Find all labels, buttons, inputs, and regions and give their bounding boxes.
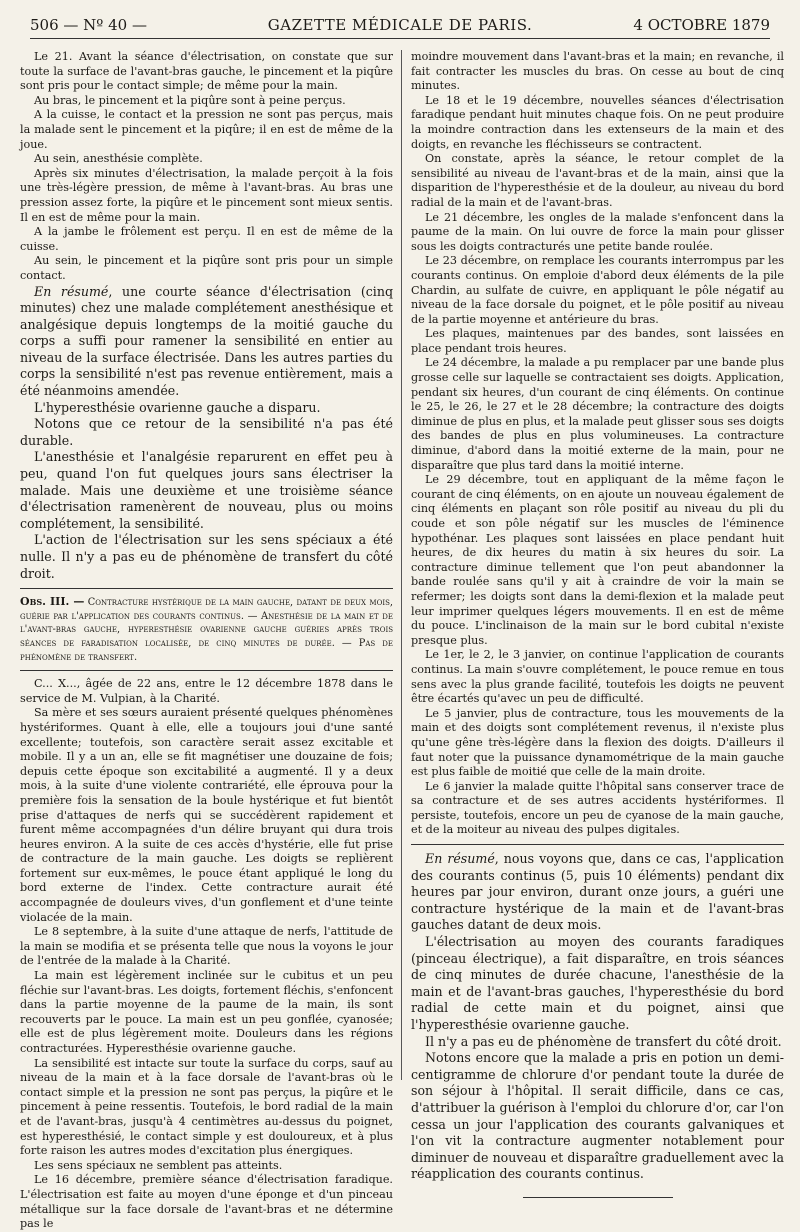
paragraph: moindre mouvement dans l'avant-bras et la main; en revanche, il fait contracter les muscles du bras. On cesse au bout de cinq minutes. [411,50,784,93]
column-divider [401,50,402,1080]
paragraph: L'électrisation au moyen des courants faradiques (pinceau électrique), a fait disparaître, en trois séances de cinq minutes de durée chacune, l'anesthésie de la main et de l'avant-bras gauches, l'hyperesthésie du bord radial de cette main et du poignet, ainsi que l'hyperesthésie ovarienne gauche. [411,934,784,1032]
section-divider [411,844,784,845]
end-rule [523,1197,673,1198]
section-divider [20,588,393,589]
summary-paragraph: En résumé, nous voyons que, dans ce cas, l'application des courants continus (5, puis 10 éléments) pendant dix heures par jour environ, durant onze jours, a guéri une contracture hystérique de la main et de l'avant-bras gauches datant de deux mois. [411,851,785,933]
paragraph: Le 23 décembre, on remplace les courants interrompus par les courants continus. On emploie d'abord deux éléments de la pile Chardin, au sulfate de cuivre, en appliquant le pôle négatif au niveau de la face dorsale du poignet, et le pôle positif au niveau de la partie moyenne et antérieure du bras. [411,254,784,326]
paragraph: Le 16 décembre, première séance d'électrisation faradique. L'électrisation est faite au moyen d'une éponge et d'un pinceau métallique sur la face dorsale de l'avant-bras et ne détermine pas le [20,1173,393,1231]
paragraph: Notons que ce retour de la sensibilité n'a pas été durable. [20,416,393,448]
paragraph: L'anesthésie et l'analgésie reparurent en effet peu à peu, quand l'on fut quelques jours sans électriser la malade. Mais une deuxième et une troisième séance d'électrisation ramenèrent de nouveau, plus ou moins complétement, la sensibilité. [20,449,393,531]
page-header [30,14,770,39]
paragraph: Le 1er, le 2, le 3 janvier, on continue l'application de courants continus. La main s'ouvre complétement, le pouce remue en tous sens avec la plus grande facilité, toutefois les doigts ne peuvent être écartés qu'avec un peu de difficulté. [411,648,784,706]
page-number: 506 — Nº 40 — [30,16,147,34]
paragraph: Les sens spéciaux ne semblent pas atteints. [34,1158,283,1172]
paragraph: Les plaques, maintenues par des bandes, sont laissées en place pendant trois heures. [411,327,784,355]
paragraph: Le 5 janvier, plus de contracture, tous les mouvements de la main et des doigts sont complétement revenus, il n'existe plus qu'une gêne très-légère dans la flexion des doigts. D'ailleurs il faut noter que la puissance dynamométrique de la main gauche est plus faible de moitié que celle de la main droite. [411,706,784,779]
paragraph: L'hyperesthésie ovarienne gauche a disparu. [34,399,321,415]
paragraph: Au sein, anesthésie complète. [34,152,203,166]
issue-date: 4 OCTOBRE 1879 [633,16,770,34]
paragraph: Au bras, le pincement et la piqûre sont à peine perçus. [34,93,346,107]
paragraph: Le 8 septembre, à la suite d'une attaque de nerfs, l'attitude de la main se modifia et se présenta telle que nous la voyons le jour de l'entrée de la malade à la Charité. [20,925,393,968]
right-column [411,50,785,1182]
paragraph: Notons encore que la malade a pris en potion un demi-centigramme de chlorure d'or pendant toute la durée de son séjour à l'hôpital. Il serait difficile, dans ce cas, d'attribuer la guérison à l'emploi du chlorure d'or, car l'on cessa un jour l'application des courants galvaniques et l'on vit la contracture augmenter notablement pour diminuer de nouveau et disparaître graduellement avec la réapplication des courants continus. [411,1050,784,1182]
paragraph: L'action de l'électrisation sur les sens spéciaux a été nulle. Il n'y a pas eu de phénomène de transfert du côté droit. [20,532,393,581]
summary-emphasis: En résumé [34,283,109,299]
paragraph: Il n'y a pas eu de phénomène de transfert du côté droit. [425,1033,782,1049]
summary-emphasis: En résumé [425,851,495,867]
paragraph: A la cuisse, le contact et la pression ne sont pas perçus, mais la malade sent le pincement et la piqûre; il en est de même de la joue. [20,108,393,151]
paragraph: Le 21 décembre, les ongles de la malade s'enfoncent dans la paume de la main. On lui ouvre de force la main pour glisser sous les doigts contracturés une petite bande roulée. [411,210,784,253]
paragraph: Le 21. Avant la séance d'électrisation, on constate que sur toute la surface de l'avant-bras gauche, le pincement et la piqûre sont pris pour le contact simple; de même pour la main. [20,50,393,93]
observation-heading: Obs. III. — Contracture hystérique de la main gauche, datant de deux mois, guérie par l'application des courants continus. — Anesthésie de la main et de l'avant-bras gauche, hyperesthésie ovarienne gauche guéries après trois séances de faradisation localisée, de cinq minutes de durée. — Pas de phénomène de transfert. [20,595,393,663]
paragraph: C... X..., âgée de 22 ans, entre le 12 décembre 1878 dans le service de M. Vulpian, à la Charité. [20,677,393,705]
paragraph: Le 18 et le 19 décembre, nouvelles séances d'électrisation faradique pendant huit minutes chaque fois. On ne peut produire la moindre contraction dans les extenseurs de la main et des doigts, en revanche les fléchisseurs se contractent. [411,93,784,151]
left-column [20,50,394,1231]
summary-paragraph: En résumé, une courte séance d'électrisation (cinq minutes) chez une malade complétement anesthésique et analgésique depuis longtemps de la moitié gauche du corps a suffi pour ramener la sensibilité en entier au niveau de la surface électrisée. Dans les autres parties du corps la sensibilité n'est pas revenue entièrement, mais a été néanmoins amendée. [20,283,394,399]
paragraph: La sensibilité est intacte sur toute la surface du corps, sauf au niveau de la main et à la face dorsale de l'avant-bras où le contact simple et la pression ne sont pas perçus, la piqûre et le pincement à peine ressentis. Toutefois, le bord radial de la main et de l'avant-bras, jusqu'à 4 centimètres au-dessus du poignet, est hyperesthésié, le contact simple y est douloureux, et à plus forte raison les autres modes d'excitation plus énergiques. [20,1056,393,1158]
paragraph: On constate, après la séance, le retour complet de la sensibilité au niveau de l'avant-bras et de la main, ainsi que la disparition de l'hyperesthésie et de la douleur, au niveau du bord radial de la main et de l'avant-bras. [411,152,784,209]
paragraph: Après six minutes d'électrisation, la malade perçoit à la fois une très-légère pression, de même à l'avant-bras. Au bras une pression assez forte, la piqûre et le pincement sont mieux sentis. Il en est de même pour la main. [20,166,393,224]
paragraph: Au sein, le pincement et la piqûre sont pris pour un simple contact. [20,254,393,282]
paragraph: A la jambe le frôlement est perçu. Il en est de même de la cuisse. [20,225,393,253]
journal-title: GAZETTE MÉDICALE DE PARIS. [267,16,533,34]
section-divider [20,670,393,671]
paragraph: Le 6 janvier la malade quitte l'hôpital sans conserver trace de sa contracture et de ses autres accidents hystériformes. Il persiste, toutefois, encore un peu de cyanose de la main gauche, et de la moiteur au niveau des pulpes digitales. [411,779,784,837]
paragraph: Le 29 décembre, tout en appliquant de la même façon le courant de cinq éléments, on en ajoute un nouveau également de cinq éléments en plaçant son rôle positif au niveau du pli du coude et son pôle négatif sur les muscles de l'éminence hypothénar. Les plaques sont laissées en place pendant huit heures, de dix heures du matin à six heures du soir. La contracture diminue tellement que l'on peut abandonner la bande roulée sans qu'il y ait à craindre de voir la main se refermer; les doigts sont dans la demi-flexion et la malade peut leur imprimer quelques légers mouvements. Il en est de même du pouce. L'inclinaison de la main sur le bord cubital n'existe presque plus. [411,473,784,647]
paragraph: Le 24 décembre, la malade a pu remplacer par une bande plus grosse celle sur laquelle se contractaient ses doigts. Application, pendant six heures, d'un courant de cinq éléments. On continue le 25, le 26, le 27 et le 28 décembre; la contracture des doigts diminue de plus en plus, et la malade peut glisser sous ses doigts des bandes de plus en plus volumineuses. La contracture diminue, d'abord dans la moitié externe de la main, pour ne disparaître que plus tard dans la moitié interne. [411,356,784,472]
paragraph: Sa mère et ses sœurs auraient présenté quelques phénomènes hystériformes. Quant à elle, elle a toujours joui d'une santé excellente; toutefois, son caractère serait assez excitable et mobile. Il y a un an, elle se fit magnétiser une douzaine de fois; depuis cette époque son excitabilité a augmenté. Il y a deux mois, à la suite d'une violente contrariété, elle éprouva pour la première fois la sensation de la boule hystérique et fut bientôt prise d'attaques de nerfs qui se succédèrent rapidement et furent même accompagnées d'un délire bruyant qui dura trois heures environ. A la suite de ces accès d'hystérie, elle fut prise de contracture de la main gauche. Les doigts se replièrent fortement sur eux-mêmes, le pouce étant appliqué le long du bord externe de l'index. Cette contracture aurait été accompagnée de douleurs vives, d'un gonflement et d'une teinte violacée de la main. [20,706,393,924]
paragraph: La main est légèrement inclinée sur le cubitus et un peu fléchie sur l'avant-bras. Les doigts, fortement fléchis, s'enfoncent dans la partie moyenne de la paume de la main, ils sont recouverts par le pouce. La main est un peu gonflée, cyanosée; elle est de plus légèrement moite. Douleurs dans les régions contracturées. Hyperesthésie ovarienne gauche. [20,969,393,1055]
